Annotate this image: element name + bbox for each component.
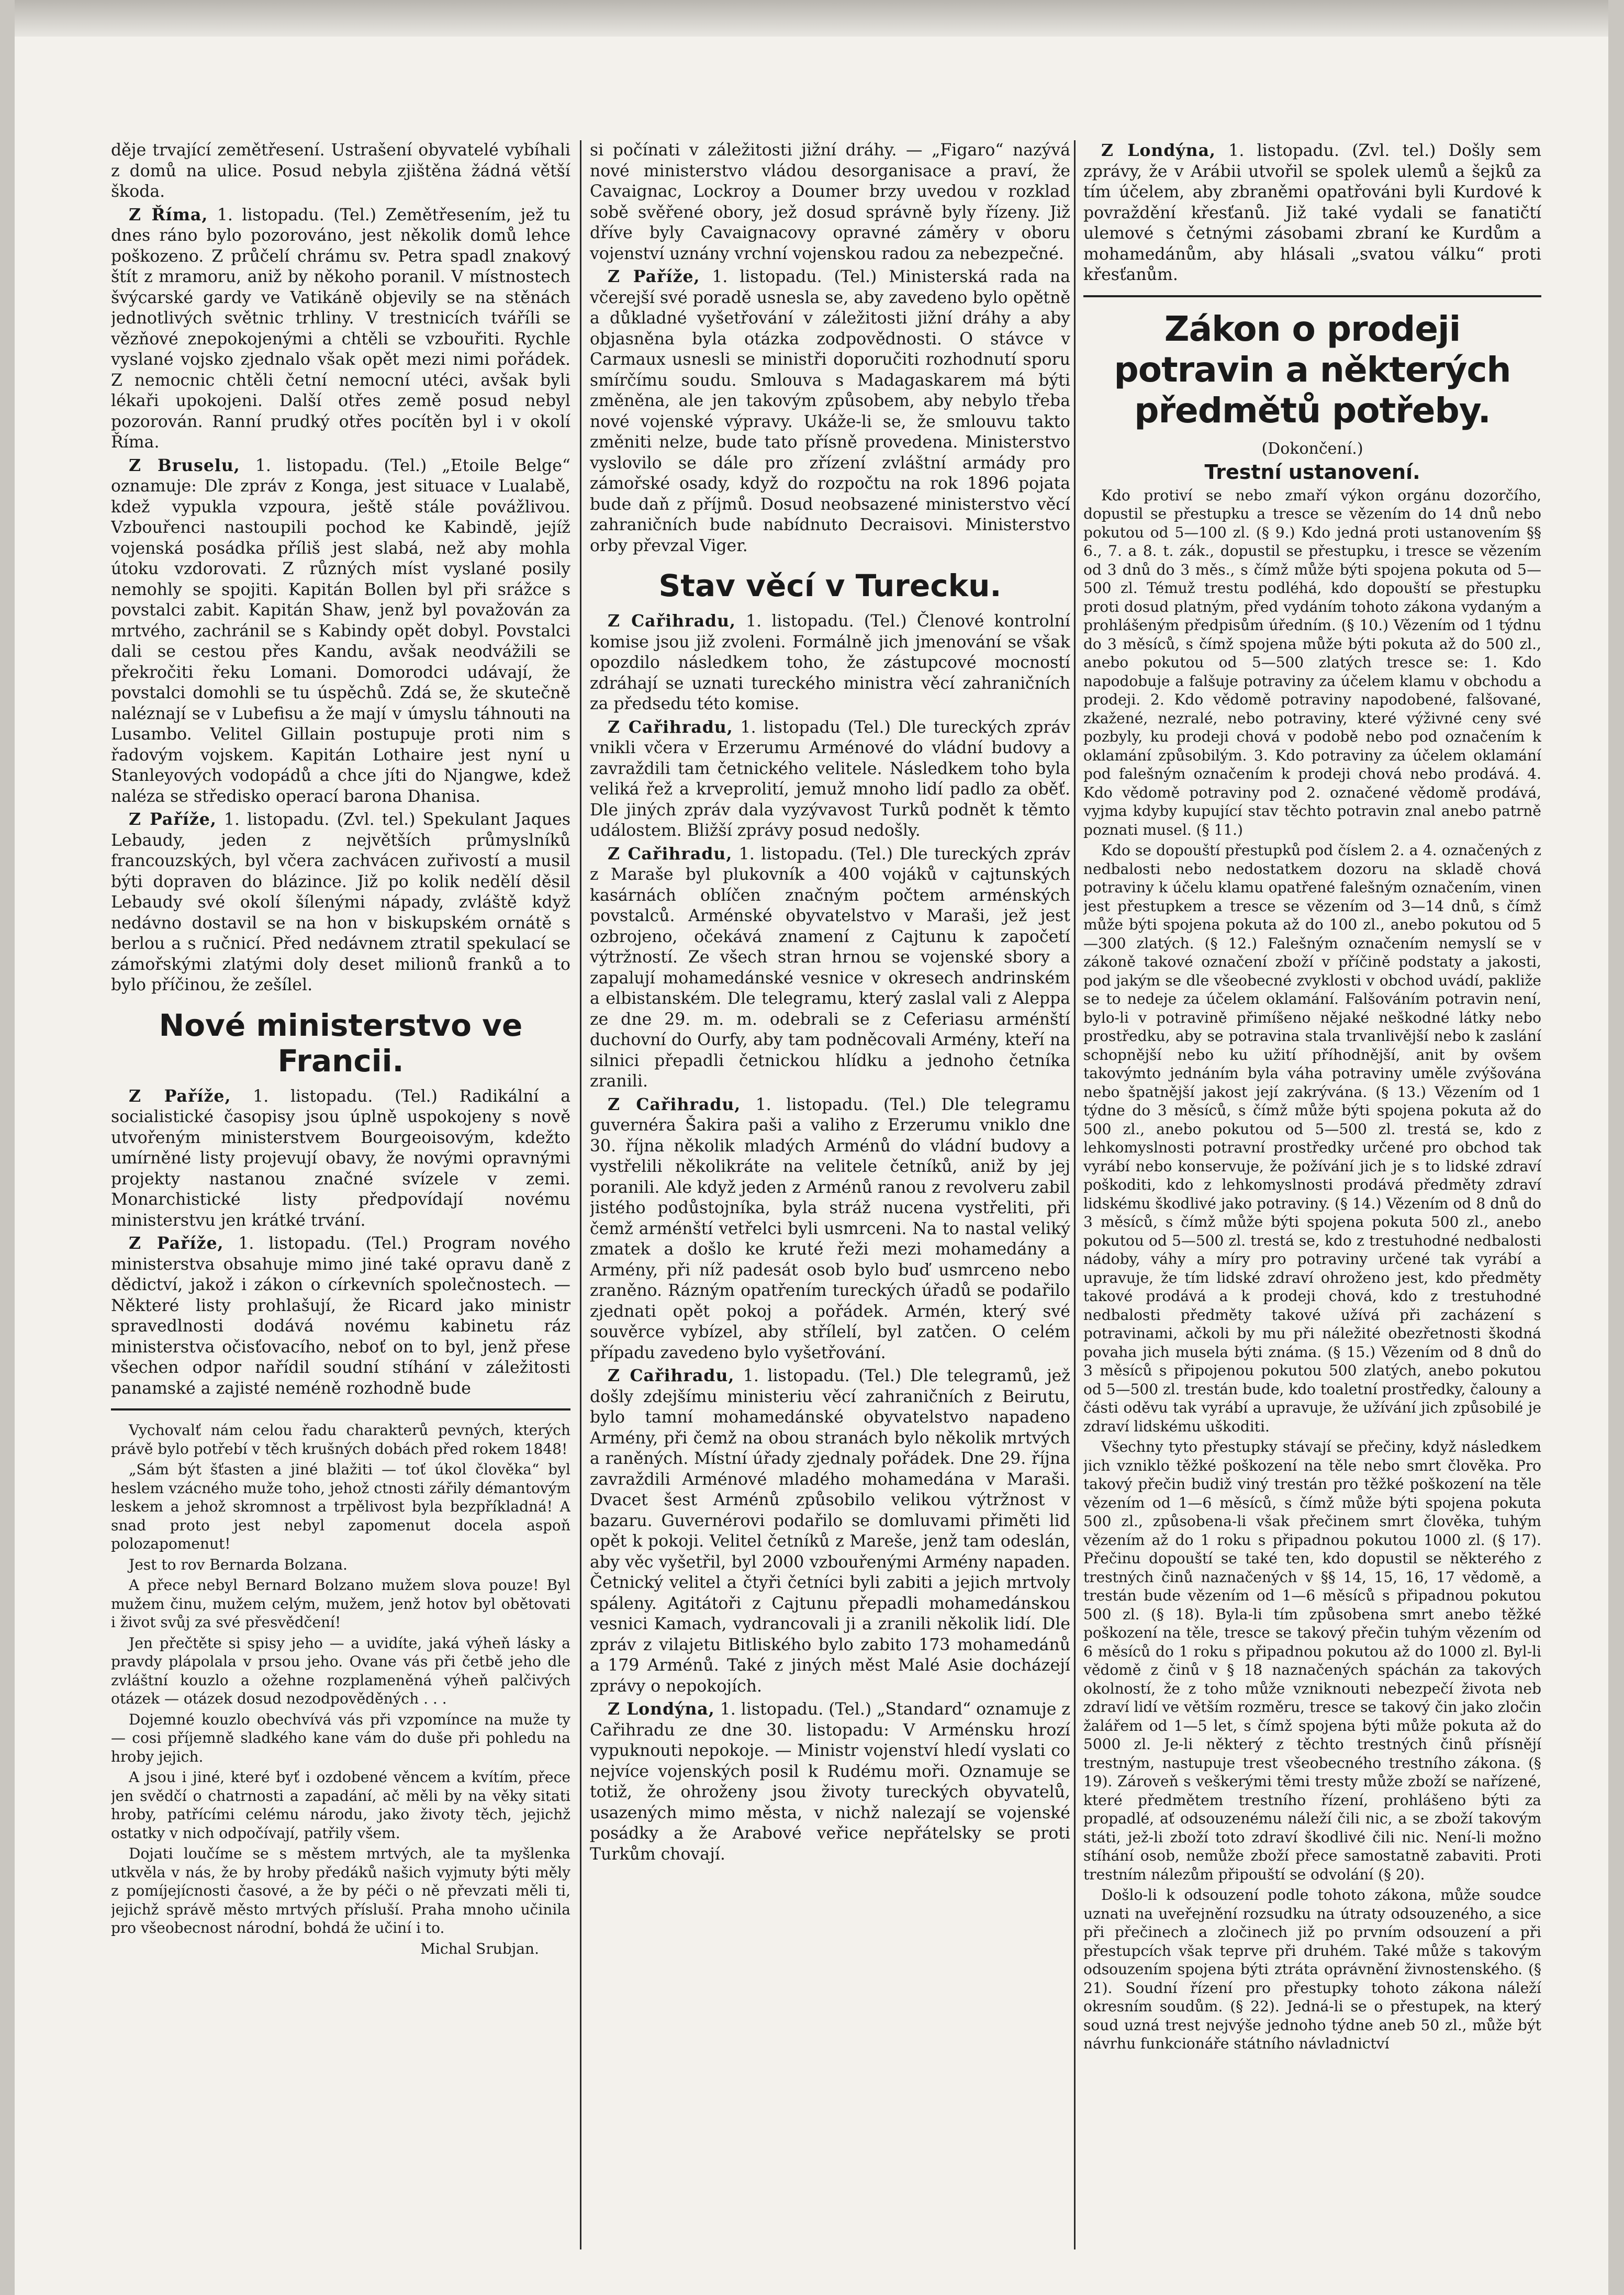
dispatch-text: 1. listopadu. (Zvl. tel.) Spekulant Jaques Lebaudy, jeden z největších průmyslníků francouzských, byl včera zachvácen zuřivostí a musil býti dopraven do blázince. Již po kolik nedělí děsil Lebaudy své okolí šílenými nápady, zvláště když nedávno dostavil se na hon v biskupském ornátě s berlou a s ručnicí. Před nedávnem ztratil spekulací se zámořskými zlatými doly deset milionů franků a to bylo příčinou, že zešílel.	[111, 810, 570, 994]
dateline: Z Cařihradu,	[608, 1094, 741, 1114]
dateline: Z Cařihradu,	[608, 844, 733, 864]
dispatch-text: 1. listopadu. (Tel.) Členové kontrolní komise jsou již zvoleni. Formálně jich jmenování se však opozdilo následkem toho, že zástupcové mocností zdráhají se uznati tureckého ministra věcí zahraničních za předsedu této komise.	[590, 612, 1070, 713]
article-paragraph: děje trvající zemětřesení. Ustrašení obyvatelé vybíhali z domů na ulice. Posud nebyla zjištěna žádná větší škoda.	[111, 141, 570, 201]
dispatch-text: 1. listopadu. (Tel.) Radikální a socialistické časopisy jsou úplně uspokojeny s nově utvořeným ministerstvem Bourgeoisovým, kdežto umírněné listy projevují obavy, že novými opravnými projekty nastanou značné svízele v zemi. Monarchistické listy předpovídají novému ministerstvu jen krátké trvání.	[111, 1087, 570, 1230]
dateline: Z Cařihradu,	[608, 611, 736, 631]
dispatch-text: 1. listopadu. (Tel.) „Etoile Belge“ oznamuje: Dle zpráv z Konga, jest situace v Lualabě, kdež vypukla vzpoura, ještě stále povážlivou. Vzbouřenci nastoupili pochod ke Kabindě, jejíž vojenská posádka příliš jest slabá, než aby mohla útoku vzdorovati. Z různých míst vyslané posily nemohly se spojiti. Kapitán Bollen byl při srážce s povstalci zabit. Kapitán Shaw, jenž byl považován za mrtvého, zachránil se s Kabindy opět dobyl. Povstalci dali se cestou přes Kandu, avšak neodvážili se překročiti řeku Lomani. Domorodci udávají, že povstalci domohli se tu úspěchů. Zdá se, že skutečně naléznají se v Lubefisu a že mají v úmyslu táhnouti na Lusambo. Velitel Gillain postupuje proti nim s řadovým vojskem. Kapitán Lothaire jest nyní u Stanleyových vodopádů a chce jíti do Njangwe, kdež naléza se středisko operací barona Dhanisa.	[111, 456, 570, 806]
dateline: Z Londýna,	[1101, 141, 1216, 160]
feuilleton-divider	[111, 1408, 570, 1410]
dispatch-text: 1. listopadu. (Tel.) Dle telegramů, jež došly zdejšímu ministeriu věcí zahraničních z Beirutu, bylo tamní mohamedánské obyvatelstvo napadeno Armény, při čemž na obou stranách bylo několik mrtvých a raněných. Místní úřady zjednaly pořádek. Dne 29. října zavraždili Arménové mladého mohamedána v Maraši. Dvacet šest Arménů způsobilo velikou výtržnost v bazaru. Guvernérovi podařilo se domluvami přiměti lid opět k pokoji. Velitel četníků z Mareše, jenž tam odeslán, aby věc vyšetřil, byl 2000 vzbouřenými Armény napaden. Četnický velitel a čtyři četníci byli zabiti a jejich mrtvoly spáleny. Agitátoři z Cajtunu přepadli mohamedánskou vesnici Kamach, vydrancovali ji a zranili několik lidí. Dle zpráv z vilajetu Bitliského bylo zabito 173 mohamedánů a 179 Arménů. Také z jiných měst Malé Asie docházejí zprávy o nepokojích.	[590, 1367, 1070, 1696]
feuilleton-paragraph: Dojati loučíme se s městem mrtvých, ale ta myšlenka utkvěla v nás, že by hroby předáků našich vyjmuty býti měly z pomíjejícnosti časové, a že by péči o ně převzati měli ti, jejichž správě město mrtvých přísluší. Praha mnoho učinila pro všeobecnost národní, bohdá že učiní i to.	[111, 1845, 570, 1936]
dispatch-text: 1. listopadu. (Tel.) Dle tureckých zpráv z Maraše byl plukovník a 400 vojáků v cajtunských kasárnách oblíčen značným počtem arménských povstalců. Arménské obyvatelstvo v Maraši, jež jest ozbrojeno, očekává znamení z Cajtunu k započetí výtržností. Ze všech stran hrnou se vojenské sbory a zapalují mohamedánské vesnice v okresech andrinském a elbistanském. Dle telegramu, který zaslal vali z Aleppa ze dne 29. m. m. odebrali se z Ceferiasu arménští duchovní do Ourfy, aby tam podněcovali Armény, kteří na silnici přepadli četnickou hlídku a jednoho četníka zranili.	[590, 844, 1070, 1091]
dispatch-london	[590, 1699, 1070, 1865]
dispatch-london	[1083, 140, 1541, 286]
column-right	[1083, 140, 1541, 2255]
section-heading-ministry: Nové ministerstvo ve Francii.	[159, 1007, 523, 1079]
section-divider	[1083, 295, 1541, 297]
feuilleton-paragraph: Vychovalť nám celou řadu charakterů pevných, kterých právě bylo potřebí v těch krušných dobách před rokem 1848!	[111, 1421, 570, 1458]
feuilleton	[111, 1421, 570, 1958]
column-left	[111, 140, 570, 2255]
dispatch-text: 1. listopadu. (Tel.) Program nového ministerstva obsahuje mimo jiné také opravu daně z dědictví, jakož i zákon o církevních společnostech. — Některé listy prohlašují, že Ricard jako ministr spravedlnosti dodává novému kabinetu ráz ministerstva očisťovacího, neboť on to byl, jenž přese všechen odpor nařídil soudní stíhání v záležitosti panamské a zajisté neméně rozhodně bude	[111, 1234, 570, 1398]
scan-right-edge	[1608, 0, 1624, 2295]
dispatch-text: 1. listopadu. (Tel.) „Standard“ oznamuje z Cařihradu ze dne 30. listopadu: V Arménsku hrozí vypuknouti nepokoje. — Ministr vojenství hledí vyslati co nejvíce vojenských posil k Rudému moři. Oznamuje se totiž, že ohroženy jsou životy tureckých obyvatelů, usazených mimo města, v nichž nalezají se vojenské posádky a že Arabové veřice nepřátelsky se proti Turkům chovají.	[590, 1700, 1070, 1864]
dateline: Z Říma,	[129, 205, 208, 225]
dispatch-text: 1. listopadu. (Zvl. tel.) Došly sem zprávy, že v Arábii utvořil se spolek ulemů a šejků za tím účelem, aby zbraněmi opatřováni byli Kurdové k povraždění křesťanů. Již také vydali se fanatičtí ulemové s četnými zásobami zbraní ke Kurdům a mohamedánům, aby hlásali „svatou válku“ proti křesťanům.	[1083, 141, 1541, 284]
dispatch-paris	[590, 266, 1070, 556]
scan-left-edge	[0, 0, 15, 2295]
dispatch-text: 1. listopadu. (Tel.) Zemětřesením, jež tu dnes ráno bylo pozorováno, jest několik domů lehce poškozeno. Z průčelí chrámu sv. Petra spadl znakový štít z mramoru, aniž by někoho poranil. V místnostech švýcarské gardy ve Vatikáně objevily se na stěnách jednotlivých světnic trhliny. V trestnicích tváříli se vězňové znepokojenými a chtěli se vzbouřiti. Rychle vyslané vojsko zjednalo však opět mezi nimi pořádek. Z nemocnic chtěli četní nemocní utéci, avšak byli lékaři upokojeni. Další otřes země posud nebyl pozorován. Ranní prudký otřes pocítěn byl i v okolí Říma.	[111, 205, 570, 452]
column-middle	[590, 140, 1070, 2255]
dateline: Z Bruselu,	[129, 455, 240, 475]
law-text	[1083, 486, 1541, 2053]
dispatch-text: 1. listopadu. (Tel.) Ministerská rada na včerejší své poradě usnesla se, aby zavedeno bylo opětně a důkladné vyšetřování v záležitosti jižní dráhy a aby objasněna byla otázka zodpovědnosti. O stávce v Carmaux usnesli se ministři doporučiti rozhodnutí sporu smírčímu soudu. Smlouva s Madagaskarem má býti změněna, ale jen takovým způsobem, aby nebylo třeba nové vojenské výpravy. Ukáže-li se, že smlouvu takto změniti nelze, bude tato přísně provedena. Ministerstvo vyslovilo se dále pro zřízení zvláštní armády pro zámořské osady, když do rozpočtu na rok 1896 pojata bude daň z příjmů. Dosud neobsazené ministerstvo věcí zahraničních bude nabídnuto Decraisovi. Ministerstvo orby převzal Viger.	[590, 267, 1070, 555]
feuilleton-paragraph: „Sám být šťasten a jiné blažiti — toť úkol člověka“ byl heslem vzácného muže toho, jehož ctnosti zářily démantovým leskem a jehož skromnost a trpělivost byla bezpříkladná! A snad proto jest nebyl zapomenut docela aspoň polozapomenut!	[111, 1461, 570, 1552]
law-paragraph: Došlo-li k odsouzení podle tohoto zákona, může soudce uznati na uveřejnění rozsudku na útraty odsouzeného, a sice při přečinech a zločinech již po prvním odsouzení a při přestupcích však teprve při druhém. Také může s takovým odsouzením spojena býti ztráta oprávnění živnostenského. (§ 21). Soudní řízení pro přestupky tohoto zákona náleží okresním soudům. (§ 22). Jedná-li se o přestupek, na který soud uzná trest nejvýše jednoho týdne aneb 50 zl., může být návrhu funkcionáře státního návladnictví	[1083, 1886, 1541, 2052]
dispatch-constantinople	[590, 1094, 1070, 1364]
dateline: Z Paříže,	[129, 1086, 231, 1106]
feuilleton-paragraph: Jen přečtěte si spisy jeho — a uvidíte, jaká výheň lásky a pravdy plápolala v prsou jeho. Ovane vás při četbě jeho dle zvláštní kouzlo a ožehne rozplameněná výheň palčivých otázek — otázek dosud nezodpověděných . . .	[111, 1634, 570, 1707]
scan-top-edge	[0, 0, 1624, 37]
dispatch-constantinople	[590, 1365, 1070, 1697]
dispatch-constantinople	[590, 844, 1070, 1092]
dispatch-text: 1. listopadu. (Tel.) Dle telegramu guvernéra Šakira paši a valiho z Erzerumu vniklo dne 30. října několik mladých Arménů do vládní budovy a vystřelili několikráte na velitele četníků, aniž by jej poranili. Ale když jeden z Arménů ranou z revolveru zabil jistého podůstojníka, byla stráž nucena vystřeliti, při čemž arménští vetřelci byli usmrceni. Na to nastal veliký zmatek a došlo ke kruté řeži mezi mohamedány a Armény, při níž padesát osob bylo buď usmrceno nebo zraněno. Rázným opatřením tureckých úřadů se podařilo zjednati opět pokoj a pořádek. Armén, který své souvěrce vybízel, aby střílelí, byl zatčen. O celém případu zavedeno bylo vyšetřování.	[590, 1095, 1070, 1362]
article-paragraph: si počínati v záležitosti jižní dráhy. — „Figaro“ nazývá nové ministerstvo vládou desorganisace a praví, že Cavaignac, Lockroy a Doumer brzy uvedou v rozklad sobě svěřené obory, jež dosud správně byly řízeny. Již dříve byly Cavaignacovy opravné záměry v oboru vojenství uznány vrchní vojenskou radou za nebezpečné.	[590, 141, 1070, 263]
section-heading-turkey: Stav věcí v Turecku.	[658, 568, 1002, 603]
feuilleton-paragraph: Jest to rov Bernarda Bolzana.	[129, 1555, 348, 1573]
dateline: Z Paříže,	[129, 1234, 224, 1253]
column-rule	[580, 140, 581, 2249]
dispatch-constantinople	[590, 611, 1070, 715]
feuilleton-paragraph: Dojemné kouzlo obechvívá vás při vzpomínce na muže ty — cosi příjemně sladkého kane vám do duše při pohledu na hroby jejich.	[111, 1710, 570, 1765]
dispatch-paris	[111, 809, 570, 996]
dateline: Z Londýna,	[608, 1699, 715, 1719]
author-signature: Michal Srubjan.	[420, 1940, 539, 1957]
dateline: Z Cařihradu,	[608, 717, 733, 737]
dispatch-constantinople	[590, 717, 1070, 842]
column-rule	[1074, 140, 1076, 2249]
continued-note: (Dokončení.)	[1261, 439, 1363, 458]
dispatch-text: 1. listopadu (Tel.) Dle tureckých zpráv vnikli včera v Erzerumu Arménové do vládní budovy a zavraždili tam četnického velitele. Následkem toho byla veliká řež a krveprolití, jemuž mnoho lidí padlo za oběť. Dle jiných zpráv dala vyzývavost Turků podnět k těmto událostem. Bližší zprávy posud nedošly.	[590, 718, 1070, 840]
dispatch-brussels	[111, 455, 570, 808]
dispatch-paris	[111, 1086, 570, 1232]
dispatch-paris	[111, 1233, 570, 1399]
law-paragraph: Kdo se dopouští přestupků pod číslem 2. a 4. označených z nedbalosti nebo nedostatkem dozoru na skladě chová potraviny k účelu klamu opatřené falešným označením, vinen jest přestupkem a tresce se vězením od 3—14 dnů, s čímž může býti spojena pokuta až do 100 zl., anebo pokutou od 5—300 zlatých. (§ 12.) Falešným označením nemyslí se v zákoně takové označení zboží v příčině podstaty a jakosti, pod jakým se dle všeobecné zvyklosti v obchod uvádí, pakliže se to nedeje za účelem oklamání. Falšováním potravin není, bylo-li v potravině přimíšeno nějaké neškodné látky nebo prostředku, aby se potravina stala trvanlivější nebo k zaslání schopnější nebo ku užití příhodnější, anit by ovšem takovýmto jednáním byla váha potraviny uměle zvýšována nebo špatnější jakost její zakrývána. (§ 13.) Vězením od 1 týdne do 3 měsíců, s čímž může býti spojena pokuta až do 500 zl., anebo pokutou od 5—500 zl. trestá se, kdo z lehkomyslnosti potravní prostředky určené pro obchod tak vyrábí nebo konservuje, že požívání jich je s to lidské zdraví poškoditi, kdo z lehkomyslnosti prodává předměty zdraví lidskému škodlivé jako potraviny. (§ 14.) Vězením od 8 dnů do 3 měsíců, s čímž může býti spojena pokuta 500 zl., anebo pokutou od 5—500 zl. trestá se, kdo z trestuhodné nedbalosti nádoby, váhy a míry pro potraviny určené tak vyrábí a upravuje, že tím lidské zdraví ohroženo jest, kdo předměty takové prodává a k prodeji chová, kdo z trestuhodné nedbalosti předměty takové užívá při zacházení s potravinami, ačkoli by mu při náležité obezřetnosti škodná povaha jich musela býti známa. (§ 15.) Vězením od 8 dnů do 3 měsíců s připojenou pokutou 500 zlatých, anebo pokutou od 5—500 zl. trestán bude, kdo toaletní prostředky, čalouny a části oděvu tak vyrábí a upravuje, že užívání jich způsobilé je zdraví lidskému uškoditi.	[1083, 842, 1541, 1435]
section-heading-food-law: Zákon o prodeji potravin a některých předmětů potřeby.	[1114, 308, 1511, 431]
subsection-heading: Trestní ustanovení.	[1204, 461, 1420, 484]
dispatch-rome	[111, 205, 570, 453]
dateline: Z Paříže,	[129, 810, 217, 829]
feuilleton-paragraph: A přece nebyl Bernard Bolzano mužem slova pouze! Byl mužem činu, mužem celým, mužem, jenž hotov byl obětovati i život svůj za své přesvědčení!	[111, 1576, 570, 1631]
law-paragraph: Kdo protiví se nebo zmaří výkon orgánu dozorčího, dopustil se přestupku a tresce se vězením do 14 dnů nebo pokutou od 5—100 zl. (§ 9.) Kdo jedná proti ustanovením §§ 6., 7. a 8. t. zák., dopustil se přestupku, i tresce se vězením od 3 dnů do 3 měs., s čímž může býti spojena pokuta od 5—500 zl. Témuž trestu podléhá, kdo dopouští se přestupku proti dosud platným, před vydáním tohoto zákona vydaným a prohlášeným předpisům úředním. (§ 10.) Vězením od 1 týdnu do 3 měsíců, s čímž spojena může býti pokuta až do 500 zl., anebo pokutou od 5—500 zlatých tresce se: 1. Kdo napodobuje a falšuje potraviny za účelem klamu v obchodu a prodeji. 2. Kdo vědomě potraviny napodobené, falšované, zkažené, nezralé, nebo potraviny, které výživné ceny své pozbyly, ku prodeji chová v podobě nebo pod označením k oklamání způsobilým. 3. Kdo potraviny za účelem oklamání pod falešným označením k prodeji chová nebo prodává. 4. Kdo vědomě potraviny pod 2. označené vědomě prodává, vyjma kdyby kupující stav těchto potravin znal anebo patrně poznati musel. (§ 11.)	[1083, 486, 1541, 838]
feuilleton-paragraph: A jsou i jiné, které byť i ozdobené věncem a kvítím, přece jen svědčí o chatrnosti a zapadání, ač měli by na věky sitati hroby, patřícími celému národu, jako životy těch, jejichž ostatky v nich odpočívají, patřily všem.	[111, 1768, 570, 1842]
dateline: Z Cařihradu,	[608, 1366, 735, 1385]
law-paragraph: Všechny tyto přestupky stávají se přečiny, když následkem jich vzniklo těžké poškození na těle nebo smrt člověka. Pro takový přečin budiž viný trestán pro těžké poškození na těle vězením od 1—6 měsíců, s čímž může býti spojena pokuta 500 zl., způsobena-li však přečinem smrt člověka, tuhým vězením až do 1 roku s připadnou pokutou 1000 zl. (§ 17). Přečinu dopouští se také ten, kdo dopustil se některého z trestných činů naznačených v §§ 14, 15, 16, 17 vědomě, a trestán bude vězením od 1—6 měsíců s připadnou pokutou 500 zl. (§ 18). Byla-li tím způsobena smrt anebo těžké poškození na těle, tresce se takový přečin tuhým vězením od 6 měsíců do 1 roku s připadnou pokutou až do 1000 zl. Byl-li vědomě z činů v § 18 naznačených spáchán za takových okolností, že z toho může vzniknouti nebezpečí života neb zdraví lidí ve větším rozměru, tresce se takový čin jako zločin žalářem od 1—5 let, s čímž spojena býti může pokuta až do 5000 zl. Je-li některý z těchto trestných činů přísnějí trestným, nastupuje trest všeobecného trestního zákona. (§ 19). Zároveň s veškerými těmi tresty může zboží se nařízené, které předmětem trestního řízení, prohlášeno býti za propadlé, ať odsouzenému náleží čili nic, a se zboží takovým státi, jež-li zboží toto zdraví škodlivé čili nic. Není-li možno stíhání osob, nemůže zboží přece samostatně zabaviti. Proti trestním nálezům připouští se odvolání (§ 20).	[1083, 1438, 1541, 1883]
dateline: Z Paříže,	[608, 267, 700, 286]
